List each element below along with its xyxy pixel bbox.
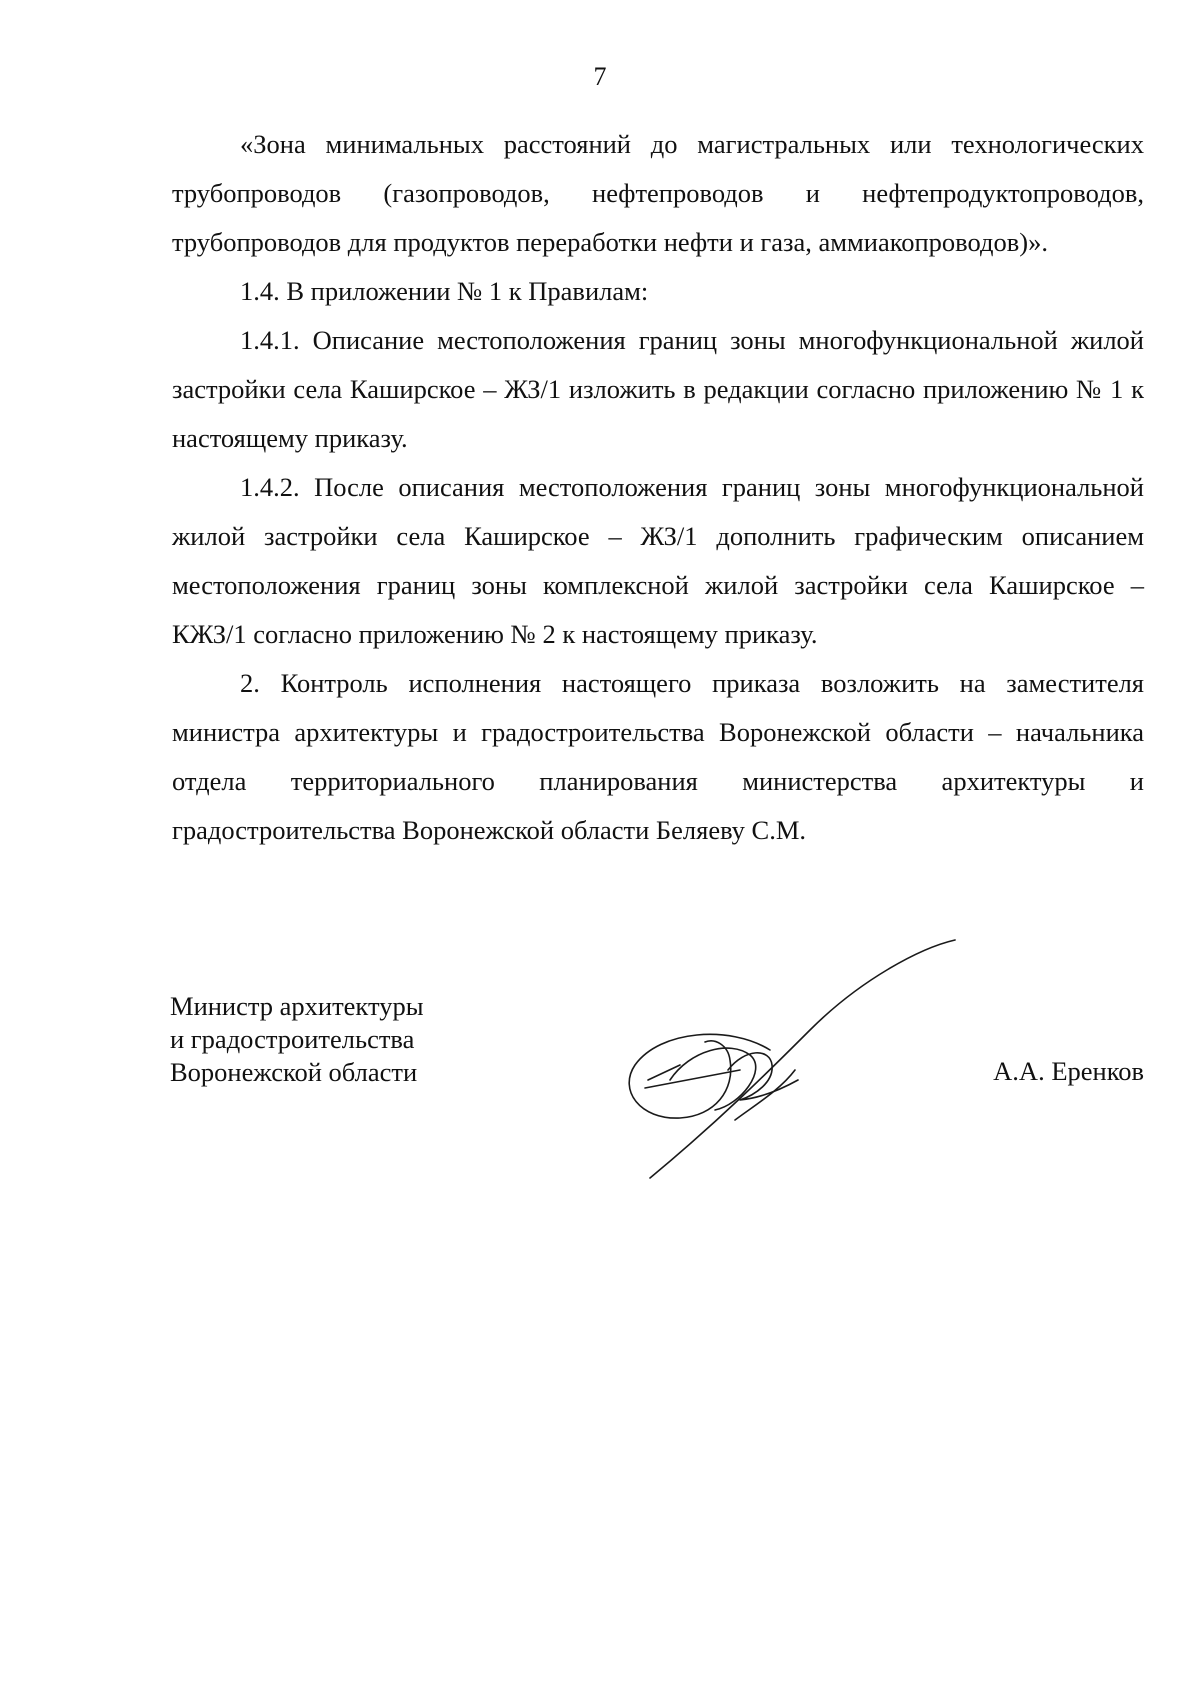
page-number: 7 xyxy=(593,62,607,91)
position-line: и градостроительства xyxy=(170,1024,415,1054)
paragraph-2-control: 2. Контроль исполнения настоящего приказа возложить на заместителя министра архитектуры и градостроительства Воронежской области – начальника отдела территориального планирования министерства архитектуры и градостроительства Воронежской области Беляеву С.М. xyxy=(172,668,1144,845)
signatory-position xyxy=(170,990,424,1089)
position-line: Министр архитектуры xyxy=(170,991,424,1021)
handwritten-signature xyxy=(620,920,980,1180)
paragraph-1-4-1: 1.4.1. Описание местоположения границ зоны многофункциональной жилой застройки села Каширское – ЖЗ/1 изложить в редакции согласно приложению № 1 к настоящему приказу. xyxy=(172,325,1144,453)
document-body xyxy=(172,120,1144,855)
signer-name: А.А. Еренков xyxy=(993,1056,1144,1086)
paragraph-1-4-2: 1.4.2. После описания местоположения границ зоны многофункциональной жилой застройки села Каширское – ЖЗ/1 дополнить графическим описанием местоположения границ зоны комплексной жилой застройки села Каширское – КЖЗ/1 согласно приложению № 2 к настоящему приказу. xyxy=(172,472,1144,649)
position-line: Воронежской области xyxy=(170,1057,418,1087)
paragraph-1-4: 1.4. В приложении № 1 к Правилам: xyxy=(240,276,649,306)
paragraph-zone-definition: «Зона минимальных расстояний до магистральных или технологических трубопроводов (газопроводов, нефтепроводов и нефтепродуктопроводов, трубопроводов для продуктов переработки нефти и газа, аммиакопроводов)». xyxy=(172,129,1144,257)
